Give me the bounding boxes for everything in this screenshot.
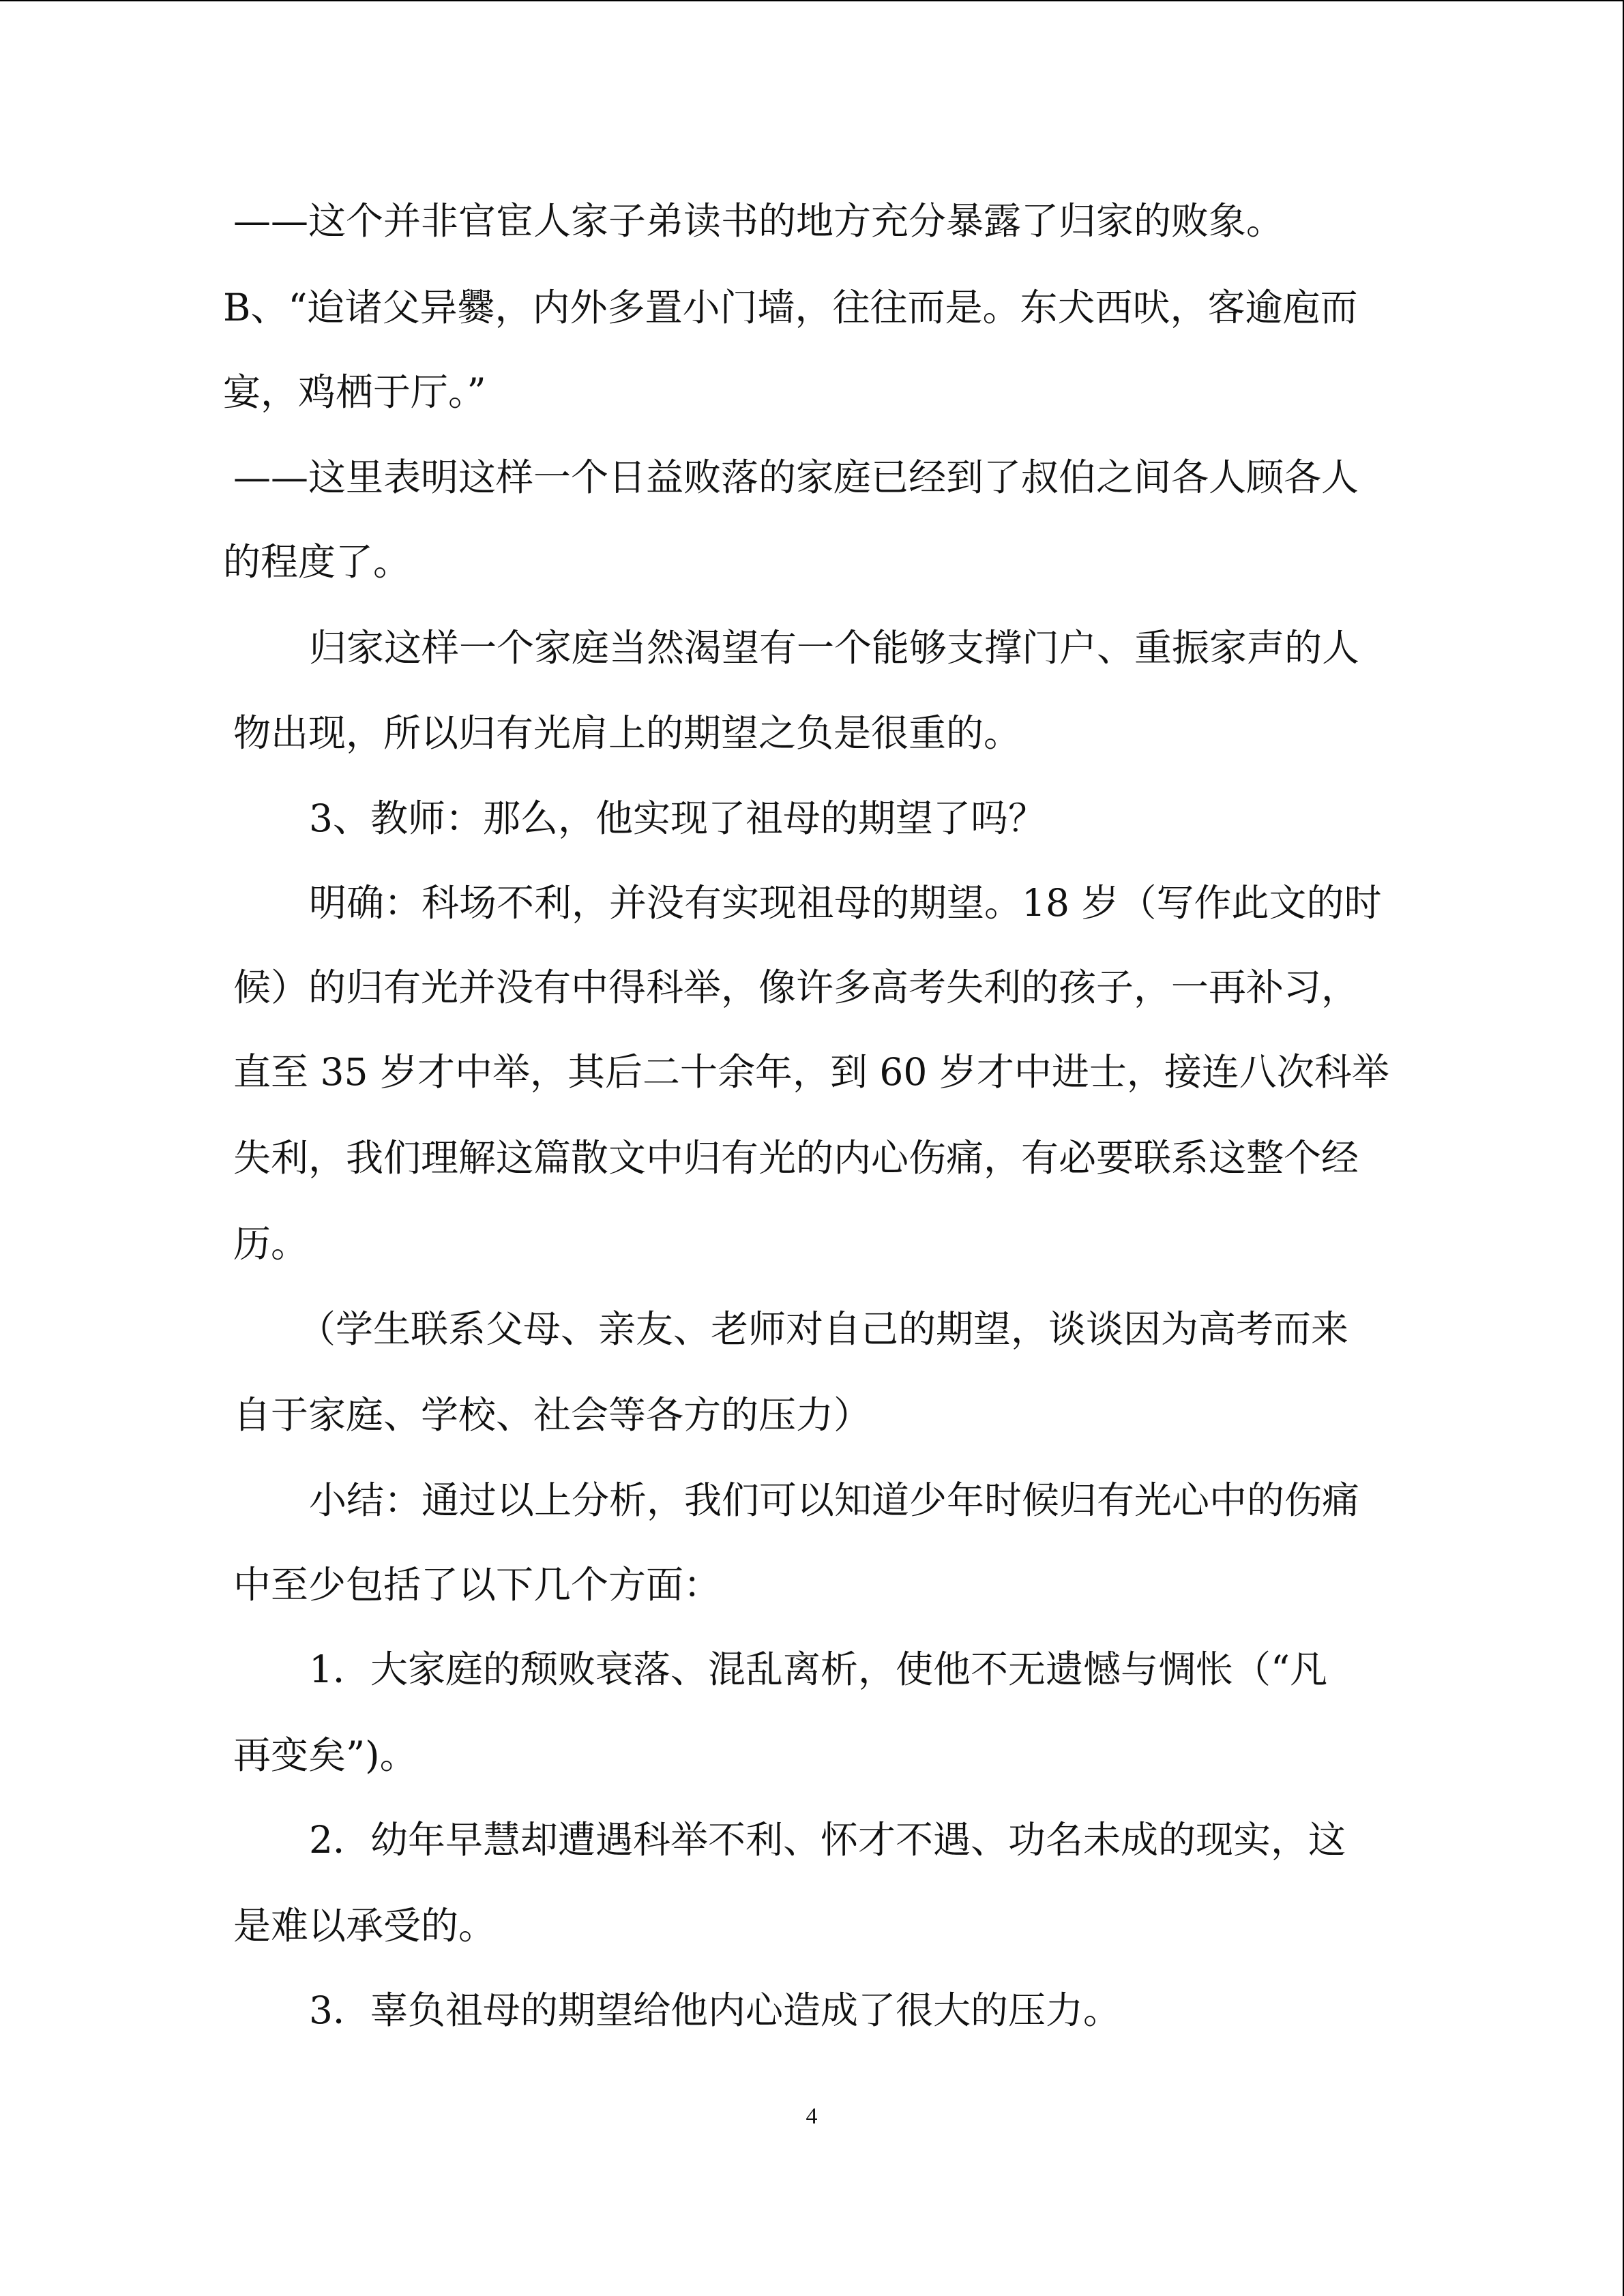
- text-line: 宴，鸡栖于厅。”: [223, 370, 486, 414]
- text-line: 失利，我们理解这篇散文中归有光的内心伤痛，有必要联系这整个经: [233, 1136, 1359, 1180]
- text-line: 3．辜负祖母的期望给他内心造成了很大的压力。: [309, 1988, 1121, 2032]
- text-line: ——这个并非官宦人家子弟读书的地方充分暴露了归家的败象。: [233, 199, 1284, 243]
- text-line: 归家这样一个家庭当然渴望有一个能够支撑门户、重振家声的人: [309, 626, 1360, 670]
- text-line: 物出现，所以归有光肩上的期望之负是很重的。: [233, 711, 1022, 755]
- text-line: 中至少包括了以下几个方面：: [233, 1563, 722, 1607]
- text-line: ——这里表明这样一个日益败落的家庭已经到了叔伯之间各人顾各人: [233, 456, 1359, 499]
- text-line: 3、教师：那么，他实现了祖母的期望了吗？: [309, 796, 1046, 840]
- text-line: 2．幼年早慧却遭遇科举不利、怀才不遇、功名未成的现实，这: [309, 1818, 1346, 1862]
- text-line: 小结：通过以上分析，我们可以知道少年时候归有光心中的伤痛: [309, 1478, 1360, 1522]
- text-line: 明确：科场不利，并没有实现祖母的期望。18 岁（写作此文的时: [309, 881, 1382, 925]
- text-line: 是难以承受的。: [233, 1904, 497, 1948]
- text-line: 历。: [233, 1222, 309, 1266]
- page-number: 4: [806, 2104, 818, 2129]
- text-line: 候）的归有光并没有中得科举，像许多高考失利的孩子，一再补习，: [233, 966, 1359, 1009]
- text-line: 1．大家庭的颓败衰落、混乱离析，使他不无遗憾与惆怅（“凡: [309, 1648, 1328, 1691]
- text-line: B、“迨诸父异爨，内外多置小门墙，往往而是。东犬西吠，客逾庖而: [223, 286, 1358, 329]
- text-line: （学生联系父母、亲友、老师对自己的期望，谈谈因为高考而来: [298, 1307, 1349, 1351]
- text-line: 自于家庭、学校、社会等各方的压力）: [233, 1393, 872, 1437]
- text-line: 直至 35 岁才中举，其后二十余年，到 60 岁才中进士，接连八次科举: [233, 1050, 1389, 1094]
- text-line: 再变矣”)。: [233, 1733, 417, 1777]
- text-line: 的程度了。: [223, 540, 411, 584]
